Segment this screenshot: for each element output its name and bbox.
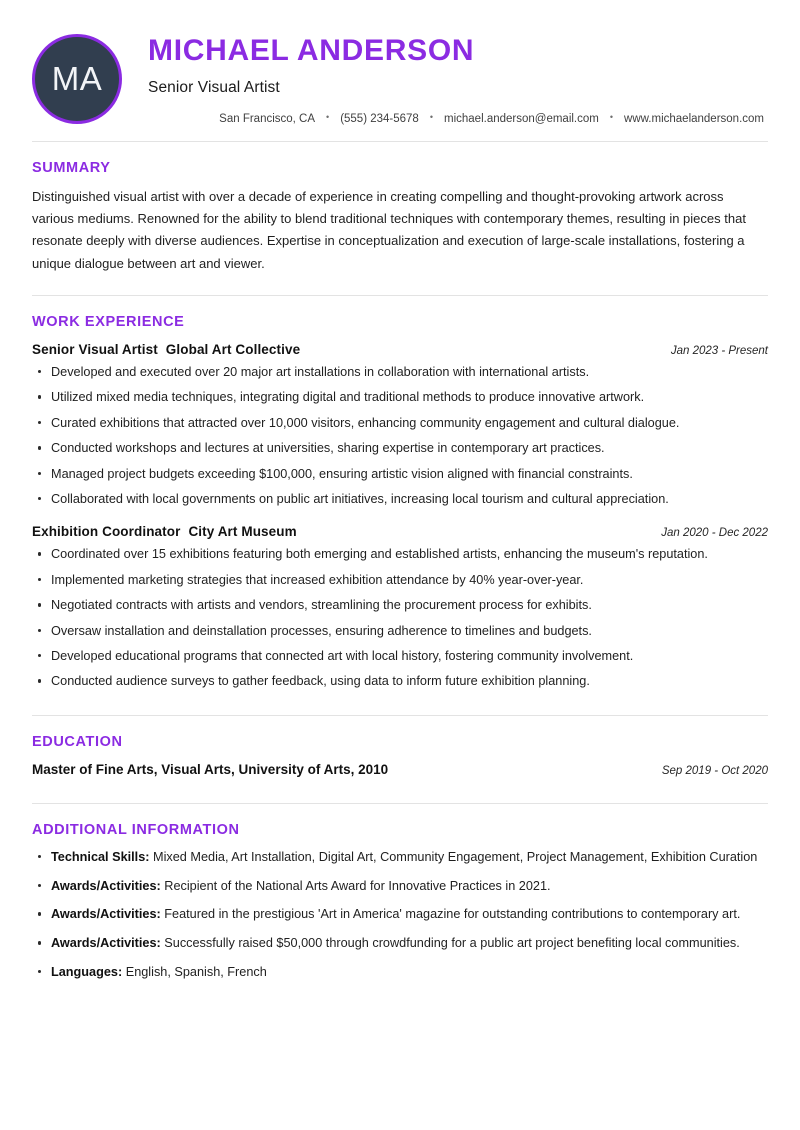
list-item: Utilized mixed media techniques, integrating digital and traditional methods to produce innovative artwork. [32,388,768,406]
job-header [32,342,768,357]
list-item: Coordinated over 15 exhibitions featuring both emerging and established artists, enhancing the museum's reputation. [32,545,768,563]
list-item [32,934,768,954]
contact-location: San Francisco, CA [219,112,316,125]
contact-email: michael.anderson@email.com [444,112,599,125]
page-title: MICHAEL ANDERSON [148,34,475,67]
info-label: Awards/Activities: [51,936,161,951]
contact-separator-icon: • [429,112,433,122]
job-company: City Art Museum [188,524,297,540]
job-bullet-list [32,363,768,508]
section-summary [32,142,768,275]
info-label: Awards/Activities: [51,907,161,922]
info-value: Successfully raised $50,000 through crowdfunding for a public art project benefiting local communities. [164,936,740,951]
contact-separator-icon: • [326,112,330,122]
job-company: Global Art Collective [165,341,301,357]
info-value: Featured in the prestigious 'Art in America' magazine for outstanding contributions to contemporary art. [164,907,741,922]
job-entry [32,340,768,508]
info-value: Recipient of the National Arts Award for Innovative Practices in 2021. [164,878,551,893]
avatar [32,34,122,124]
contact-website: www.michaelanderson.com [624,112,764,125]
header-job-title: Senior Visual Artist [148,78,280,96]
section-additional-information [32,804,768,983]
list-item: Managed project budgets exceeding $100,000, ensuring artistic vision aligned with financial constraints. [32,465,768,483]
info-label: Technical Skills: [51,849,150,864]
list-item: Curated exhibitions that attracted over 10,000 visitors, enhancing community engagement and cultural dialogue. [32,414,768,432]
section-title-summary: SUMMARY [32,159,111,176]
info-label: Languages: [51,965,123,980]
list-item [32,848,768,868]
info-value: Mixed Media, Art Installation, Digital Art, Community Engagement, Project Management, Exhibition Curation [153,849,758,864]
list-item: Oversaw installation and deinstallation processes, ensuring adherence to timelines and budgets. [32,622,768,640]
job-bullet-list [32,545,768,690]
education-degree: Master of Fine Arts, Visual Arts, University of Arts, 2010 [32,761,389,777]
contact-line [148,97,768,125]
list-item: Developed and executed over 20 major art installations in collaboration with international artists. [32,363,768,381]
list-item [32,905,768,925]
job-position: Senior Visual Artist [32,341,158,357]
section-title-work-experience: WORK EXPERIENCE [32,313,185,330]
contact-separator-icon: • [609,112,614,122]
list-item [32,963,768,983]
additional-info-list [32,848,768,983]
education-entry [32,760,768,777]
section-title-education: EDUCATION [32,733,123,750]
job-dates: Jan 2023 - Present [670,344,768,357]
list-item: Negotiated contracts with artists and vendors, streamlining the procurement process for exhibits. [32,596,768,614]
contact-phone: (555) 234-5678 [340,112,419,125]
job-header [32,524,768,539]
list-item: Developed educational programs that connected art with local history, fostering community involvement. [32,647,768,665]
education-dates: Sep 2019 - Oct 2020 [661,764,768,777]
section-education [32,716,768,777]
info-value: English, Spanish, French [125,965,267,980]
list-item: Conducted workshops and lectures at universities, sharing expertise in contemporary art practices. [32,439,768,457]
job-title-company [32,342,300,357]
section-title-additional-information: ADDITIONAL INFORMATION [32,821,240,838]
section-work-experience [32,296,768,691]
avatar-initials: MA [51,60,103,97]
list-item: Conducted audience surveys to gather feedback, using data to inform future exhibition planning. [32,672,768,690]
resume-header [32,0,768,125]
list-item [32,877,768,897]
job-entry [32,508,768,690]
info-label: Awards/Activities: [51,878,161,893]
list-item: Implemented marketing strategies that increased exhibition attendance by 40% year-over-year. [32,571,768,589]
summary-body: Distinguished visual artist with over a decade of experience in creating compelling and thought-provoking artwork across various mediums. Renowned for the ability to blend traditional techniques with contemporary themes, resulting in pieces that resonate deeply with diverse audiences. Expertise in conceptualization and execution of large-scale installations, fostering a unique dialogue between art and viewer. [32,188,746,271]
job-dates: Jan 2020 - Dec 2022 [661,527,768,540]
job-title-company [32,524,297,539]
header-text-block [122,30,768,125]
job-position: Exhibition Coordinator [32,524,181,540]
list-item: Collaborated with local governments on public art initiatives, increasing local tourism and cultural appreciation. [32,490,768,508]
